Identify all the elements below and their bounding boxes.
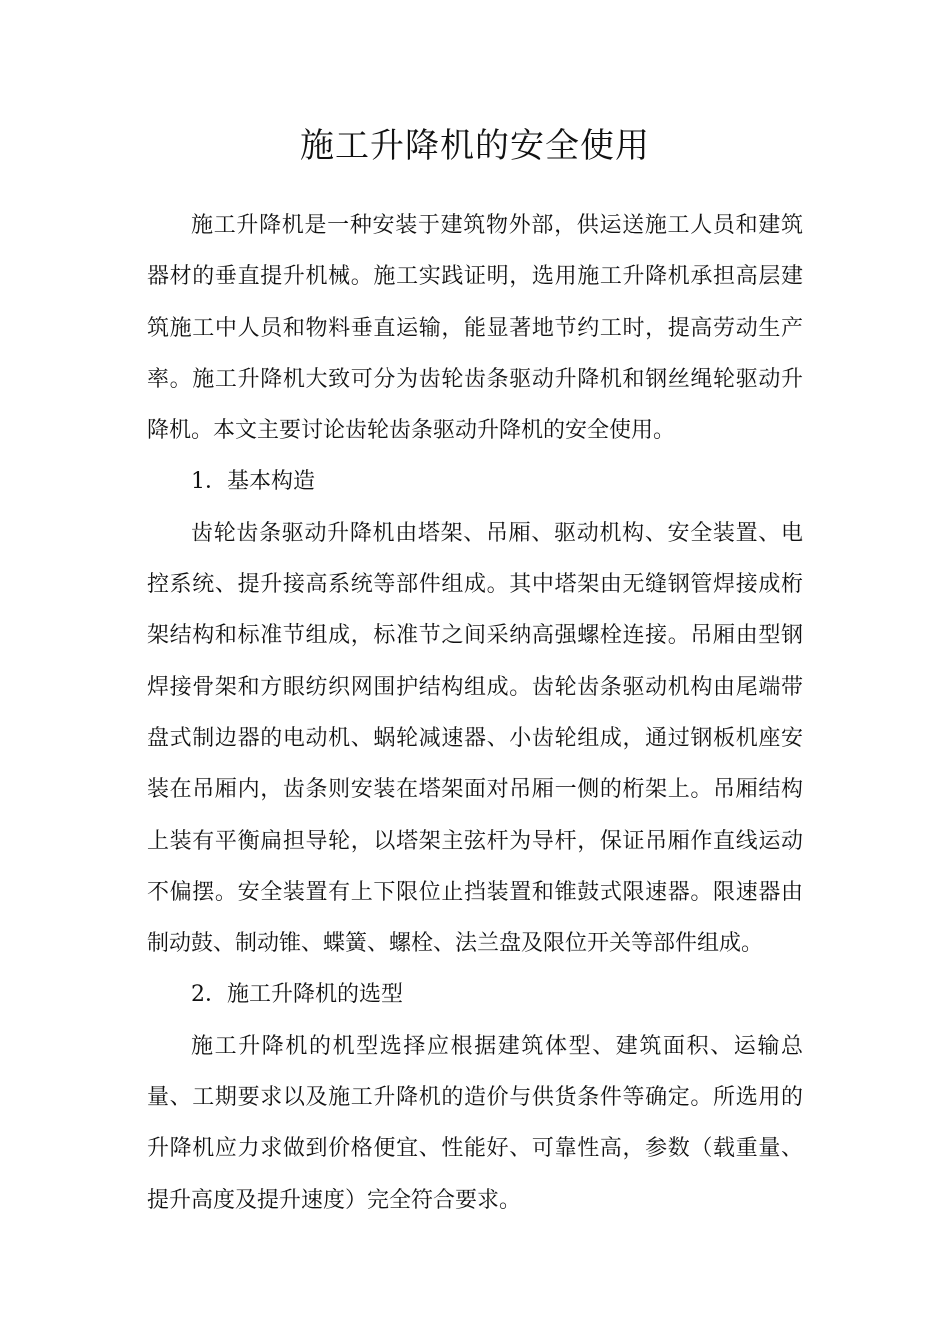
section-heading-model-selection: 2．施工升降机的选型 — [191, 982, 403, 1008]
intro-paragraph: 施工升降机是一种安装于建筑物外部，供运送施工人员和建筑器材的垂直提升机械。施工实践证明，选用施工升降机承担高层建筑施工中人员和物料垂直运输，能显著地节约工时，提高劳动生产率。施工升降机大致可分为齿轮齿条驱动升降机和钢丝绳轮驱动升降机。本文主要讨论齿轮齿条驱动升降机的安全使用。 — [147, 213, 803, 444]
section-heading-basic-structure: 1．基本构造 — [191, 469, 315, 495]
section-body-basic-structure: 齿轮齿条驱动升降机由塔架、吊厢、驱动机构、安全装置、电控系统、提升接高系统等部件组成。其中塔架由无缝钢管焊接成桁架结构和标准节组成，标准节之间采纳高强螺栓连接。吊厢由型钢焊接骨架和方眼纺织网围护结构组成。齿轮齿条驱动机构由尾端带盘式制边器的电动机、蜗轮减速器、小齿轮组成，通过钢板机座安装在吊厢内，齿条则安装在塔架面对吊厢一侧的桁架上。吊厢结构上装有平衡扁担导轮，以塔架主弦杆为导杆，保证吊厢作直线运动不偏摆。安全装置有上下限位止挡装置和锥鼓式限速器。限速器由制动鼓、制动锥、蝶簧、螺栓、法兰盘及限位开关等部件组成。 — [147, 520, 803, 957]
document-body — [147, 118, 803, 1226]
section-body-model-selection: 施工升降机的机型选择应根据建筑体型、建筑面积、运输总量、工期要求以及施工升降机的造价与供货条件等确定。所选用的升降机应力求做到价格便宜、性能好、可靠性高，参数（载重量、提升高度及提升速度）完全符合要求。 — [147, 1033, 803, 1213]
document-title: 施工升降机的安全使用 — [300, 126, 650, 166]
